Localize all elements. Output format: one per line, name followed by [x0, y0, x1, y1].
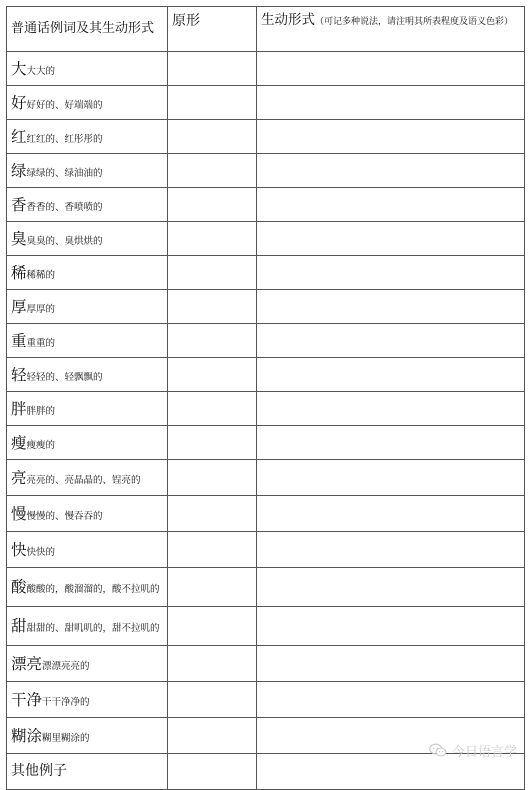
- base-form-cell[interactable]: [168, 682, 257, 718]
- example-word-cell: [7, 324, 168, 358]
- vivid-forms-example: 胖胖的: [26, 405, 56, 417]
- base-form-cell[interactable]: [168, 496, 257, 532]
- base-word: 红: [11, 127, 27, 146]
- base-form-cell[interactable]: [168, 718, 257, 754]
- vivid-forms-example: 糊里糊涂的: [42, 732, 90, 744]
- vivid-forms-example: 干干净净的: [42, 696, 90, 708]
- base-word: 瘦: [11, 433, 27, 452]
- table-row: [7, 154, 525, 188]
- vivid-forms-example: 亮亮的、亮晶晶的、锃亮的: [26, 474, 141, 486]
- table-row: [7, 646, 525, 682]
- example-word-cell: [7, 188, 168, 222]
- vivid-forms-example: 重重的: [26, 337, 56, 349]
- vivid-forms-example: 慢慢的、慢吞吞的: [26, 510, 103, 522]
- table-row: [7, 568, 525, 607]
- example-word-cell: [7, 86, 168, 120]
- table-row: [7, 290, 525, 324]
- vivid-forms-cell[interactable]: [257, 532, 525, 568]
- base-form-cell[interactable]: [168, 607, 257, 646]
- header-example-words: 普通话例词及其生动形式: [7, 7, 168, 52]
- vivid-forms-cell[interactable]: [257, 154, 525, 188]
- base-word: 香: [11, 195, 27, 214]
- other-examples-label: 其他例子: [7, 754, 168, 790]
- example-word-cell: [7, 496, 168, 532]
- base-form-cell[interactable]: [168, 222, 257, 256]
- vivid-forms-example: 甜甜的、甜叽叽的，甜不拉叽的: [26, 623, 160, 635]
- vivid-forms-example: 臭臭的、臭烘烘的: [26, 235, 103, 247]
- base-form-cell[interactable]: [168, 460, 257, 496]
- table-row: [7, 358, 525, 392]
- vivid-forms-example: 快快的: [26, 546, 56, 558]
- base-form-cell[interactable]: [168, 290, 257, 324]
- example-word-cell: [7, 154, 168, 188]
- base-form-cell[interactable]: [168, 120, 257, 154]
- vivid-forms-cell[interactable]: [257, 607, 525, 646]
- base-word: 糊涂: [11, 726, 43, 745]
- header-vivid-forms: [257, 7, 525, 52]
- vivid-forms-cell[interactable]: [257, 460, 525, 496]
- base-form-cell[interactable]: [168, 426, 257, 460]
- base-word: 重: [11, 331, 27, 350]
- table-row: [7, 86, 525, 120]
- example-word-cell: [7, 256, 168, 290]
- vivid-forms-cell[interactable]: [257, 86, 525, 120]
- base-word: 好: [11, 93, 27, 112]
- example-word-cell: [7, 120, 168, 154]
- base-word: 酸: [11, 578, 27, 597]
- vivid-forms-example: 漂漂亮亮的: [42, 660, 90, 672]
- table-row: [7, 392, 525, 426]
- base-form-cell[interactable]: [168, 256, 257, 290]
- table-row: [7, 120, 525, 154]
- base-word: 绿: [11, 161, 27, 180]
- example-word-cell: [7, 426, 168, 460]
- example-word-cell: [7, 607, 168, 646]
- base-word: 慢: [11, 504, 27, 523]
- vivid-forms-cell[interactable]: [257, 496, 525, 532]
- base-word: 大: [11, 59, 27, 78]
- base-word: 稀: [11, 263, 27, 282]
- vivid-forms-example: 大大的: [26, 65, 56, 77]
- vivid-forms-example: 绿绿的、绿油油的: [26, 167, 103, 179]
- example-word-cell: [7, 222, 168, 256]
- vivid-forms-cell[interactable]: [257, 188, 525, 222]
- vivid-forms-cell[interactable]: [257, 646, 525, 682]
- table-row: [7, 607, 525, 646]
- header-vivid-forms-note: （可记多种说法，请注明其所表程度及语义色彩）: [315, 17, 514, 27]
- table-row: [7, 460, 525, 496]
- watermark-text: 今日语言学: [451, 745, 517, 760]
- base-form-cell[interactable]: [168, 358, 257, 392]
- example-word-cell: [7, 682, 168, 718]
- base-form-cell[interactable]: [168, 754, 257, 790]
- table-row: [7, 426, 525, 460]
- vivid-forms-cell[interactable]: [257, 358, 525, 392]
- vivid-forms-example: 轻轻的、轻飘飘的: [26, 371, 103, 383]
- vivid-forms-cell[interactable]: [257, 290, 525, 324]
- dialect-survey-table: [6, 6, 525, 790]
- example-word-cell: [7, 392, 168, 426]
- vivid-forms-cell[interactable]: [257, 324, 525, 358]
- base-form-cell[interactable]: [168, 52, 257, 86]
- vivid-forms-cell[interactable]: [257, 256, 525, 290]
- header-base-form: 原形: [168, 7, 257, 52]
- table-row: [7, 324, 525, 358]
- vivid-forms-cell[interactable]: [257, 52, 525, 86]
- vivid-forms-cell[interactable]: [257, 392, 525, 426]
- base-form-cell[interactable]: [168, 188, 257, 222]
- table-row: [7, 188, 525, 222]
- vivid-forms-cell[interactable]: [257, 682, 525, 718]
- table-row: [7, 496, 525, 532]
- base-word: 亮: [11, 468, 27, 487]
- vivid-forms-example: 稀稀的: [26, 269, 56, 281]
- table-row: [7, 256, 525, 290]
- vivid-forms-cell[interactable]: [257, 426, 525, 460]
- vivid-forms-example: 香香的、香喷喷的: [26, 201, 103, 213]
- base-word: 胖: [11, 399, 27, 418]
- watermark: [429, 741, 517, 760]
- table-row: [7, 222, 525, 256]
- vivid-forms-example: 红红的、红彤彤的: [26, 133, 103, 145]
- table-row: [7, 532, 525, 568]
- base-word: 厚: [11, 297, 27, 316]
- example-word-cell: [7, 290, 168, 324]
- header-row: [7, 7, 525, 52]
- base-word: 轻: [11, 365, 27, 384]
- base-word: 漂亮: [11, 654, 43, 673]
- vivid-forms-example: 酸酸的，酸溜溜的，酸不拉叽的: [26, 584, 160, 596]
- base-form-cell[interactable]: [168, 392, 257, 426]
- example-word-cell: [7, 460, 168, 496]
- base-word: 快: [11, 540, 27, 559]
- vivid-forms-example: 好好的、好端端的: [26, 99, 103, 111]
- base-form-cell[interactable]: [168, 532, 257, 568]
- wechat-icon: [429, 743, 447, 758]
- example-word-cell: [7, 646, 168, 682]
- example-word-cell: [7, 718, 168, 754]
- table-row: [7, 682, 525, 718]
- base-form-cell[interactable]: [168, 154, 257, 188]
- base-word: 干净: [11, 690, 43, 709]
- header-vivid-forms-title: 生动形式: [261, 12, 315, 28]
- example-word-cell: [7, 52, 168, 86]
- example-word-cell: [7, 568, 168, 607]
- vivid-forms-example: 瘦瘦的: [26, 439, 56, 451]
- base-word: 臭: [11, 229, 27, 248]
- base-form-cell[interactable]: [168, 646, 257, 682]
- example-word-cell: [7, 532, 168, 568]
- base-form-cell[interactable]: [168, 568, 257, 607]
- base-form-cell[interactable]: [168, 324, 257, 358]
- base-form-cell[interactable]: [168, 86, 257, 120]
- vivid-forms-cell[interactable]: [257, 568, 525, 607]
- base-word: 甜: [11, 617, 27, 636]
- vivid-forms-cell[interactable]: [257, 120, 525, 154]
- example-word-cell: [7, 358, 168, 392]
- vivid-forms-example: 厚厚的: [26, 303, 56, 315]
- table-row: [7, 52, 525, 86]
- vivid-forms-cell[interactable]: [257, 222, 525, 256]
